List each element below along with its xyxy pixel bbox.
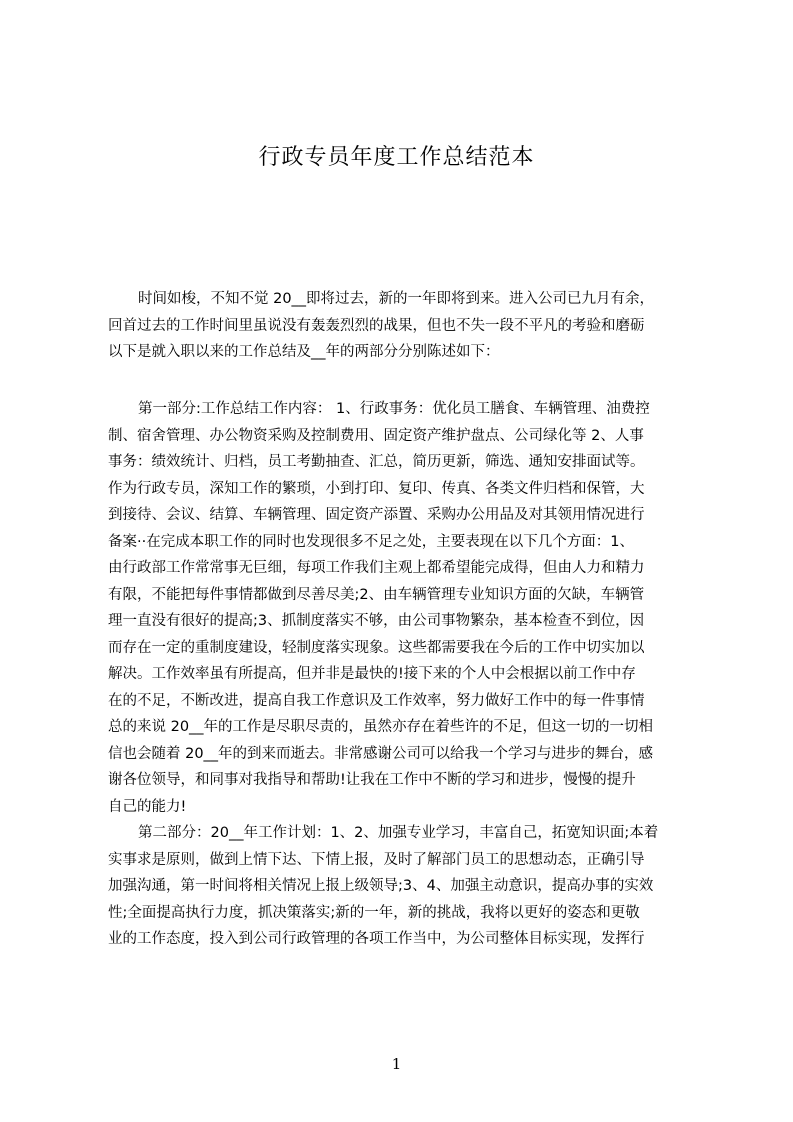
text-line: 作为行政专员，深知工作的繁琐，小到打印、复印、传真、各类文件归档和保管，大 (108, 480, 645, 497)
text-line: 第一部分:工作总结工作内容： 1、行政事务：优化员工膳食、车辆管理、油费控 (138, 401, 650, 417)
text-line: 业的工作态度，投入到公司行政管理的各项工作当中，为公司整体目标实现，发挥行 (108, 931, 645, 947)
page-number: 1 (391, 1055, 402, 1073)
text-line: 备案··在完成本职工作的同时也发现很多不足之处，主要表现在以下几个方面：1、 (108, 533, 634, 550)
text-line: 由行政部工作常常事无巨细，每项工作我们主观上都希望能完成得，但由人力和精力 (108, 560, 645, 576)
text-line: 性;全面提高执行力度，抓决策落实;新的一年，新的挑战，我将以更好的姿态和更敬 (108, 904, 640, 921)
text-line: 制、宿舍管理、办公物资采购及控制费用、固定资产维护盘点、公司绿化等 2、人事 (108, 427, 644, 444)
text-line: 而存在一定的重制度建设，轻制度落实现象。这些都需要我在今后的工作中切实加以 (108, 639, 645, 656)
text-line: 以下是就入职以来的工作总结及__年的两部分分别陈述如下： (108, 344, 500, 360)
text-line: 时间如梭，不知不觉 20__即将过去，新的一年即将到来。进入公司已九月有余， (138, 291, 655, 307)
paragraph-part-two (108, 820, 700, 953)
text-line: 实事求是原则，做到上情下达、下情上报，及时了解部门员工的思想动态，正确引导 (108, 851, 645, 868)
text-line: 第二部分：20__年工作计划：1、2、加强专业学习，丰富自己，拓宽知识面;本着 (138, 825, 659, 841)
text-line: 自己的能力! (108, 798, 187, 815)
text-line: 信也会随着 20__年的到来而逝去。非常感谢公司可以给我一个学习与进步的舞台，感 (108, 745, 654, 762)
paragraph-part-one (108, 396, 700, 820)
document-title: 行政专员年度工作总结范本 (258, 145, 535, 170)
text-line: 事务：绩效统计、归档，员工考勤抽查、汇总，简历更新，筛选、通知安排面试等。 (108, 454, 645, 470)
text-line: 回首过去的工作时间里虽说没有轰轰烈烈的战果，但也不失一段不平凡的考验和磨砺 (108, 317, 645, 334)
text-line: 加强沟通，第一时间将相关情况上报上级领导;3、4、加强主动意识，提高办事的实效 (108, 878, 654, 894)
text-line: 解决。工作效率虽有所提高，但并非是最快的!接下来的个人中会根据以前工作中存 (108, 666, 636, 682)
text-line: 到接待、会议、结算、车辆管理、固定资产添置、采购办公用品及对其领用情况进行 (108, 507, 645, 523)
text-line: 谢各位领导，和同事对我指导和帮助!让我在工作中不断的学习和进步，慢慢的提升 (108, 772, 636, 788)
text-line: 有限，不能把每件事情都做到尽善尽美;2、由车辆管理专业知识方面的欠缺，车辆管 (108, 586, 645, 603)
text-line: 在的不足，不断改进，提高自我工作意识及工作效率，努力做好工作中的每一件事情 (108, 692, 645, 709)
text-line: 理一直没有很好的提高;3、抓制度落实不够，由公司事物繁杂，基本检查不到位，因 (108, 613, 645, 629)
text-line: 总的来说 20__年的工作是尽职尽责的，虽然亦存在着些许的不足，但这一切的一切相 (108, 719, 654, 735)
paragraph-intro (108, 286, 700, 366)
